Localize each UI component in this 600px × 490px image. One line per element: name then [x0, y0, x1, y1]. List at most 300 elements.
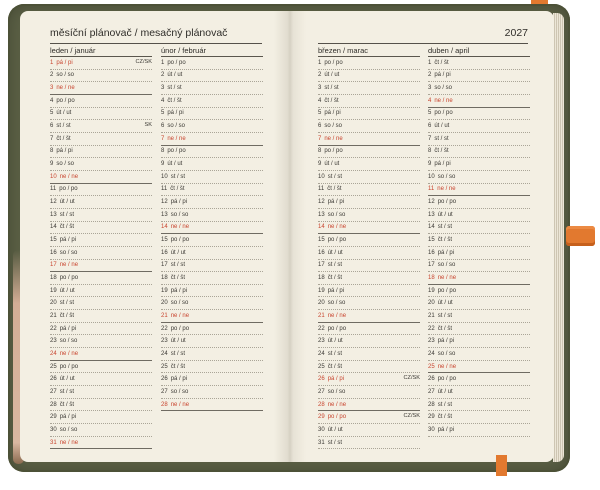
weekday-label: po / po — [327, 237, 347, 244]
weekday-label: ne / ne — [324, 135, 343, 142]
weekday-label: st / st — [170, 262, 186, 269]
weekday-label: so / so — [434, 85, 453, 92]
weekday-label: po / po — [434, 110, 453, 117]
day-row — [161, 209, 263, 222]
day-number: 30 — [50, 426, 57, 433]
weekday-label: ne / ne — [437, 274, 457, 281]
weekday-label: po / po — [437, 287, 457, 294]
day-row — [50, 120, 152, 133]
day-row — [50, 196, 152, 209]
day-number: 15 — [161, 237, 168, 244]
weekday-label: ne / ne — [167, 135, 186, 142]
day-row — [161, 361, 263, 374]
day-row — [318, 285, 420, 298]
day-row — [50, 437, 152, 450]
holiday-note: CZ/SK — [403, 375, 420, 382]
weekday-label: pá / pi — [170, 199, 188, 206]
day-row — [161, 386, 263, 399]
day-number: 14 — [428, 224, 435, 231]
day-list — [428, 57, 530, 437]
day-number: 29 — [50, 414, 57, 421]
weekday-label: čt / št — [327, 363, 343, 370]
day-row — [428, 361, 530, 374]
day-number: 11 — [428, 186, 435, 193]
weekday-label: po / po — [327, 325, 347, 332]
day-number: 24 — [428, 350, 435, 357]
day-number: 3 — [50, 85, 54, 92]
day-row — [50, 247, 152, 260]
day-number: 4 — [161, 97, 165, 104]
day-number: 25 — [50, 363, 57, 370]
day-number: 20 — [161, 300, 168, 307]
day-row — [161, 285, 263, 298]
day-number: 19 — [50, 287, 57, 294]
weekday-label: pá / pi — [437, 426, 455, 433]
day-row — [50, 411, 152, 424]
day-number: 20 — [50, 300, 57, 307]
day-number: 12 — [318, 199, 325, 206]
weekday-label: so / so — [56, 161, 75, 168]
day-row — [50, 297, 152, 310]
day-row — [50, 348, 152, 361]
weekday-label: st / st — [167, 85, 182, 92]
holiday-note: CZ/SK — [403, 413, 420, 420]
weekday-label: po / po — [324, 59, 343, 66]
day-number: 28 — [428, 401, 435, 408]
day-row — [318, 120, 420, 133]
day-row — [50, 424, 152, 437]
weekday-label: po / po — [437, 376, 457, 383]
month-column-april — [428, 46, 530, 437]
day-row — [428, 120, 530, 133]
weekday-label: čt / št — [327, 186, 342, 193]
weekday-label: po / po — [324, 148, 343, 155]
weekday-label: čt / št — [56, 135, 71, 142]
day-row — [50, 361, 152, 374]
day-row — [318, 373, 420, 386]
day-number: 4 — [50, 97, 54, 104]
day-number: 21 — [428, 312, 435, 319]
day-number: 12 — [161, 199, 168, 206]
day-row — [50, 399, 152, 412]
left-page — [20, 11, 290, 462]
day-number: 25 — [318, 363, 325, 370]
month-name: únor / február — [161, 46, 263, 57]
day-number: 15 — [428, 237, 435, 244]
weekday-label: čt / št — [437, 325, 453, 332]
day-number: 7 — [161, 135, 165, 142]
day-row — [318, 70, 420, 83]
day-row — [50, 146, 152, 159]
day-row — [50, 82, 152, 95]
weekday-label: út / ut — [59, 376, 75, 383]
day-row — [318, 209, 420, 222]
weekday-label: po / po — [167, 148, 186, 155]
day-number: 8 — [161, 148, 165, 155]
day-number: 8 — [428, 148, 432, 155]
page-title: měsíční plánovač / mesačný plánovač — [50, 27, 228, 39]
weekday-label: čt / št — [170, 274, 186, 281]
day-number: 9 — [50, 161, 54, 168]
day-row — [161, 260, 263, 273]
weekday-label: ne / ne — [327, 312, 347, 319]
day-number: 23 — [318, 338, 325, 345]
weekday-label: st / st — [170, 350, 186, 357]
day-number: 21 — [50, 312, 57, 319]
day-number: 3 — [428, 85, 432, 92]
day-number: 6 — [318, 123, 322, 130]
day-number: 5 — [50, 110, 54, 117]
day-number: 13 — [318, 211, 325, 218]
weekday-label: so / so — [167, 123, 186, 130]
day-row — [428, 247, 530, 260]
day-row — [161, 234, 263, 247]
title-rule — [318, 43, 528, 44]
weekday-label: pá / pi — [437, 338, 455, 345]
day-number: 27 — [428, 388, 435, 395]
day-row — [428, 424, 530, 437]
day-row — [428, 297, 530, 310]
weekday-label: út / ut — [59, 287, 75, 294]
day-row — [428, 222, 530, 235]
weekday-label: st / st — [437, 224, 453, 231]
weekday-label: čt / št — [170, 186, 185, 193]
month-name: březen / marac — [318, 46, 420, 57]
day-number: 10 — [50, 173, 57, 180]
day-number: 10 — [428, 173, 435, 180]
day-row — [50, 335, 152, 348]
day-number: 18 — [50, 274, 57, 281]
day-row — [50, 57, 152, 70]
weekday-label: čt / št — [324, 97, 339, 104]
day-number: 21 — [161, 312, 168, 319]
weekday-label: pá / pi — [324, 110, 341, 117]
day-number: 31 — [318, 439, 325, 446]
weekday-label: út / ut — [434, 123, 450, 130]
weekday-label: ne / ne — [170, 224, 190, 231]
day-row — [318, 133, 420, 146]
weekday-label: čt / št — [434, 148, 449, 155]
day-number: 1 — [50, 59, 54, 66]
weekday-label: út / ut — [437, 300, 453, 307]
day-number: 6 — [428, 123, 432, 130]
weekday-label: út / ut — [170, 338, 186, 345]
day-number: 2 — [161, 72, 165, 79]
right-page — [290, 11, 554, 462]
day-number: 17 — [318, 262, 325, 269]
weekday-label: so / so — [437, 262, 456, 269]
holiday-note: SK — [144, 122, 152, 129]
day-number: 1 — [428, 59, 432, 66]
weekday-label: st / st — [59, 388, 75, 395]
day-number: 22 — [318, 325, 325, 332]
day-number: 26 — [428, 376, 435, 383]
day-row — [318, 310, 420, 323]
day-row — [428, 411, 530, 424]
day-row — [318, 171, 420, 184]
day-number: 6 — [50, 123, 54, 130]
day-number: 16 — [161, 249, 168, 256]
day-list — [50, 57, 152, 449]
day-row — [50, 285, 152, 298]
month-column-february — [161, 46, 263, 411]
day-row — [50, 70, 152, 83]
day-row — [428, 108, 530, 121]
day-row — [318, 437, 420, 450]
day-row — [50, 260, 152, 273]
weekday-label: čt / št — [59, 224, 75, 231]
day-row — [161, 196, 263, 209]
weekday-label: pá / pi — [437, 249, 455, 256]
year-label: 2027 — [504, 27, 528, 39]
day-row — [428, 272, 530, 285]
day-row — [161, 297, 263, 310]
day-number: 16 — [318, 249, 325, 256]
day-row — [318, 297, 420, 310]
weekday-label: ne / ne — [59, 173, 79, 180]
day-row — [161, 158, 263, 171]
day-row — [318, 196, 420, 209]
day-number: 26 — [161, 376, 168, 383]
weekday-label: so / so — [437, 350, 456, 357]
day-number: 15 — [318, 237, 325, 244]
day-number: 16 — [428, 249, 435, 256]
day-row — [161, 133, 263, 146]
day-number: 3 — [161, 85, 165, 92]
day-row — [428, 158, 530, 171]
day-row — [161, 184, 263, 197]
day-number: 27 — [50, 388, 57, 395]
weekday-label: st / st — [56, 123, 71, 130]
day-row — [318, 386, 420, 399]
day-row — [318, 222, 420, 235]
weekday-label: ne / ne — [434, 97, 453, 104]
weekday-label: pá / pi — [170, 376, 188, 383]
day-row — [318, 95, 420, 108]
day-number: 8 — [50, 148, 54, 155]
day-number: 22 — [161, 325, 168, 332]
weekday-label: út / ut — [170, 249, 186, 256]
day-row — [428, 57, 530, 70]
day-number: 24 — [50, 350, 57, 357]
day-row — [318, 184, 420, 197]
day-row — [161, 373, 263, 386]
weekday-label: pá / pi — [327, 199, 345, 206]
day-number: 11 — [161, 186, 168, 193]
weekday-label: po / po — [56, 97, 75, 104]
day-row — [428, 310, 530, 323]
weekday-label: út / ut — [327, 338, 343, 345]
weekday-label: út / ut — [167, 72, 183, 79]
day-number: 14 — [318, 224, 325, 231]
title-rule — [50, 43, 262, 44]
weekday-label: so / so — [56, 72, 75, 79]
day-number: 24 — [161, 350, 168, 357]
day-row — [318, 424, 420, 437]
day-number: 7 — [428, 135, 432, 142]
day-number: 18 — [428, 274, 435, 281]
day-number: 18 — [161, 274, 168, 281]
day-row — [161, 171, 263, 184]
day-row — [428, 260, 530, 273]
day-row — [50, 323, 152, 336]
weekday-label: čt / št — [434, 59, 449, 66]
holiday-note: CZ/SK — [135, 59, 152, 66]
weekday-label: pá / pi — [327, 287, 345, 294]
weekday-label: st / st — [324, 85, 339, 92]
day-row — [161, 70, 263, 83]
weekday-label: ne / ne — [327, 224, 347, 231]
day-row — [428, 70, 530, 83]
day-number: 17 — [161, 262, 168, 269]
day-number: 13 — [428, 211, 435, 218]
day-row — [318, 82, 420, 95]
day-row — [318, 234, 420, 247]
day-number: 14 — [161, 224, 168, 231]
day-row — [161, 57, 263, 70]
day-row — [161, 310, 263, 323]
day-row — [50, 386, 152, 399]
day-row — [318, 146, 420, 159]
day-number: 28 — [50, 401, 57, 408]
weekday-label: po / po — [170, 325, 190, 332]
weekday-label: ne / ne — [170, 312, 190, 319]
day-row — [318, 411, 420, 424]
weekday-label: pá / pi — [170, 287, 188, 294]
day-row — [318, 361, 420, 374]
day-number: 26 — [318, 376, 325, 383]
day-number: 6 — [161, 123, 165, 130]
day-row — [428, 399, 530, 412]
day-number: 30 — [428, 426, 435, 433]
weekday-label: st / st — [59, 211, 75, 218]
day-number: 11 — [318, 186, 325, 193]
weekday-label: čt / št — [327, 274, 343, 281]
day-row — [318, 335, 420, 348]
weekday-label: st / st — [327, 350, 343, 357]
weekday-label: pá / pi — [434, 72, 451, 79]
day-number: 14 — [50, 224, 57, 231]
weekday-label: út / ut — [327, 249, 343, 256]
day-number: 5 — [428, 110, 432, 117]
day-row — [428, 386, 530, 399]
weekday-label: st / st — [59, 300, 75, 307]
weekday-label: út / ut — [437, 211, 453, 218]
day-row — [318, 247, 420, 260]
day-row — [50, 133, 152, 146]
day-number: 19 — [318, 287, 325, 294]
day-number: 16 — [50, 249, 57, 256]
weekday-label: pá / pi — [167, 110, 184, 117]
day-number: 3 — [318, 85, 322, 92]
day-row — [161, 247, 263, 260]
day-row — [50, 171, 152, 184]
weekday-label: ne / ne — [170, 401, 190, 408]
weekday-label: so / so — [170, 211, 189, 218]
weekday-label: út / ut — [56, 110, 72, 117]
day-number: 10 — [161, 173, 168, 180]
weekday-label: čt / št — [437, 414, 453, 421]
day-number: 8 — [318, 148, 322, 155]
day-row — [50, 108, 152, 121]
day-number: 17 — [50, 262, 57, 269]
weekday-label: so / so — [170, 300, 189, 307]
month-column-january — [50, 46, 152, 449]
day-number: 15 — [50, 237, 57, 244]
weekday-label: so / so — [327, 388, 346, 395]
day-number: 12 — [50, 199, 57, 206]
weekday-label: pá / pi — [327, 376, 345, 383]
day-number: 20 — [318, 300, 325, 307]
weekday-label: po / po — [59, 274, 79, 281]
weekday-label: ne / ne — [59, 350, 79, 357]
day-number: 21 — [318, 312, 325, 319]
weekday-label: st / st — [327, 439, 343, 446]
day-row — [161, 323, 263, 336]
weekday-label: po / po — [167, 59, 186, 66]
day-row — [318, 108, 420, 121]
day-number: 11 — [50, 186, 57, 193]
weekday-label: so / so — [59, 338, 78, 345]
day-row — [50, 95, 152, 108]
weekday-label: so / so — [327, 211, 346, 218]
day-row — [50, 184, 152, 197]
weekday-label: so / so — [327, 300, 346, 307]
day-row — [318, 323, 420, 336]
day-row — [161, 120, 263, 133]
day-number: 23 — [50, 338, 57, 345]
day-number: 22 — [428, 325, 435, 332]
day-number: 17 — [428, 262, 435, 269]
weekday-label: čt / št — [59, 312, 75, 319]
day-row — [318, 399, 420, 412]
weekday-label: út / ut — [327, 426, 343, 433]
day-number: 29 — [318, 414, 325, 421]
weekday-label: st / st — [327, 262, 343, 269]
weekday-label: po / po — [59, 186, 78, 193]
weekday-label: pá / pi — [434, 161, 451, 168]
day-number: 24 — [318, 350, 325, 357]
day-number: 2 — [428, 72, 432, 79]
day-number: 25 — [161, 363, 168, 370]
weekday-label: so / so — [170, 388, 189, 395]
weekday-label: po / po — [59, 363, 79, 370]
day-row — [428, 373, 530, 386]
weekday-label: ne / ne — [437, 363, 457, 370]
day-row — [428, 348, 530, 361]
weekday-label: st / st — [437, 401, 453, 408]
day-row — [50, 234, 152, 247]
day-row — [428, 82, 530, 95]
day-number: 20 — [428, 300, 435, 307]
day-row — [428, 285, 530, 298]
day-number: 2 — [318, 72, 322, 79]
day-number: 19 — [428, 287, 435, 294]
day-number: 1 — [161, 59, 165, 66]
day-row — [161, 108, 263, 121]
weekday-label: pá / pi — [59, 325, 77, 332]
month-name: leden / január — [50, 46, 152, 57]
day-row — [161, 272, 263, 285]
weekday-label: út / ut — [324, 72, 340, 79]
weekday-label: st / st — [170, 173, 186, 180]
weekday-label: čt / št — [437, 237, 453, 244]
day-row — [161, 335, 263, 348]
weekday-label: so / so — [59, 426, 78, 433]
day-number: 4 — [428, 97, 432, 104]
day-number: 5 — [318, 110, 322, 117]
page-edge-right — [553, 13, 564, 462]
